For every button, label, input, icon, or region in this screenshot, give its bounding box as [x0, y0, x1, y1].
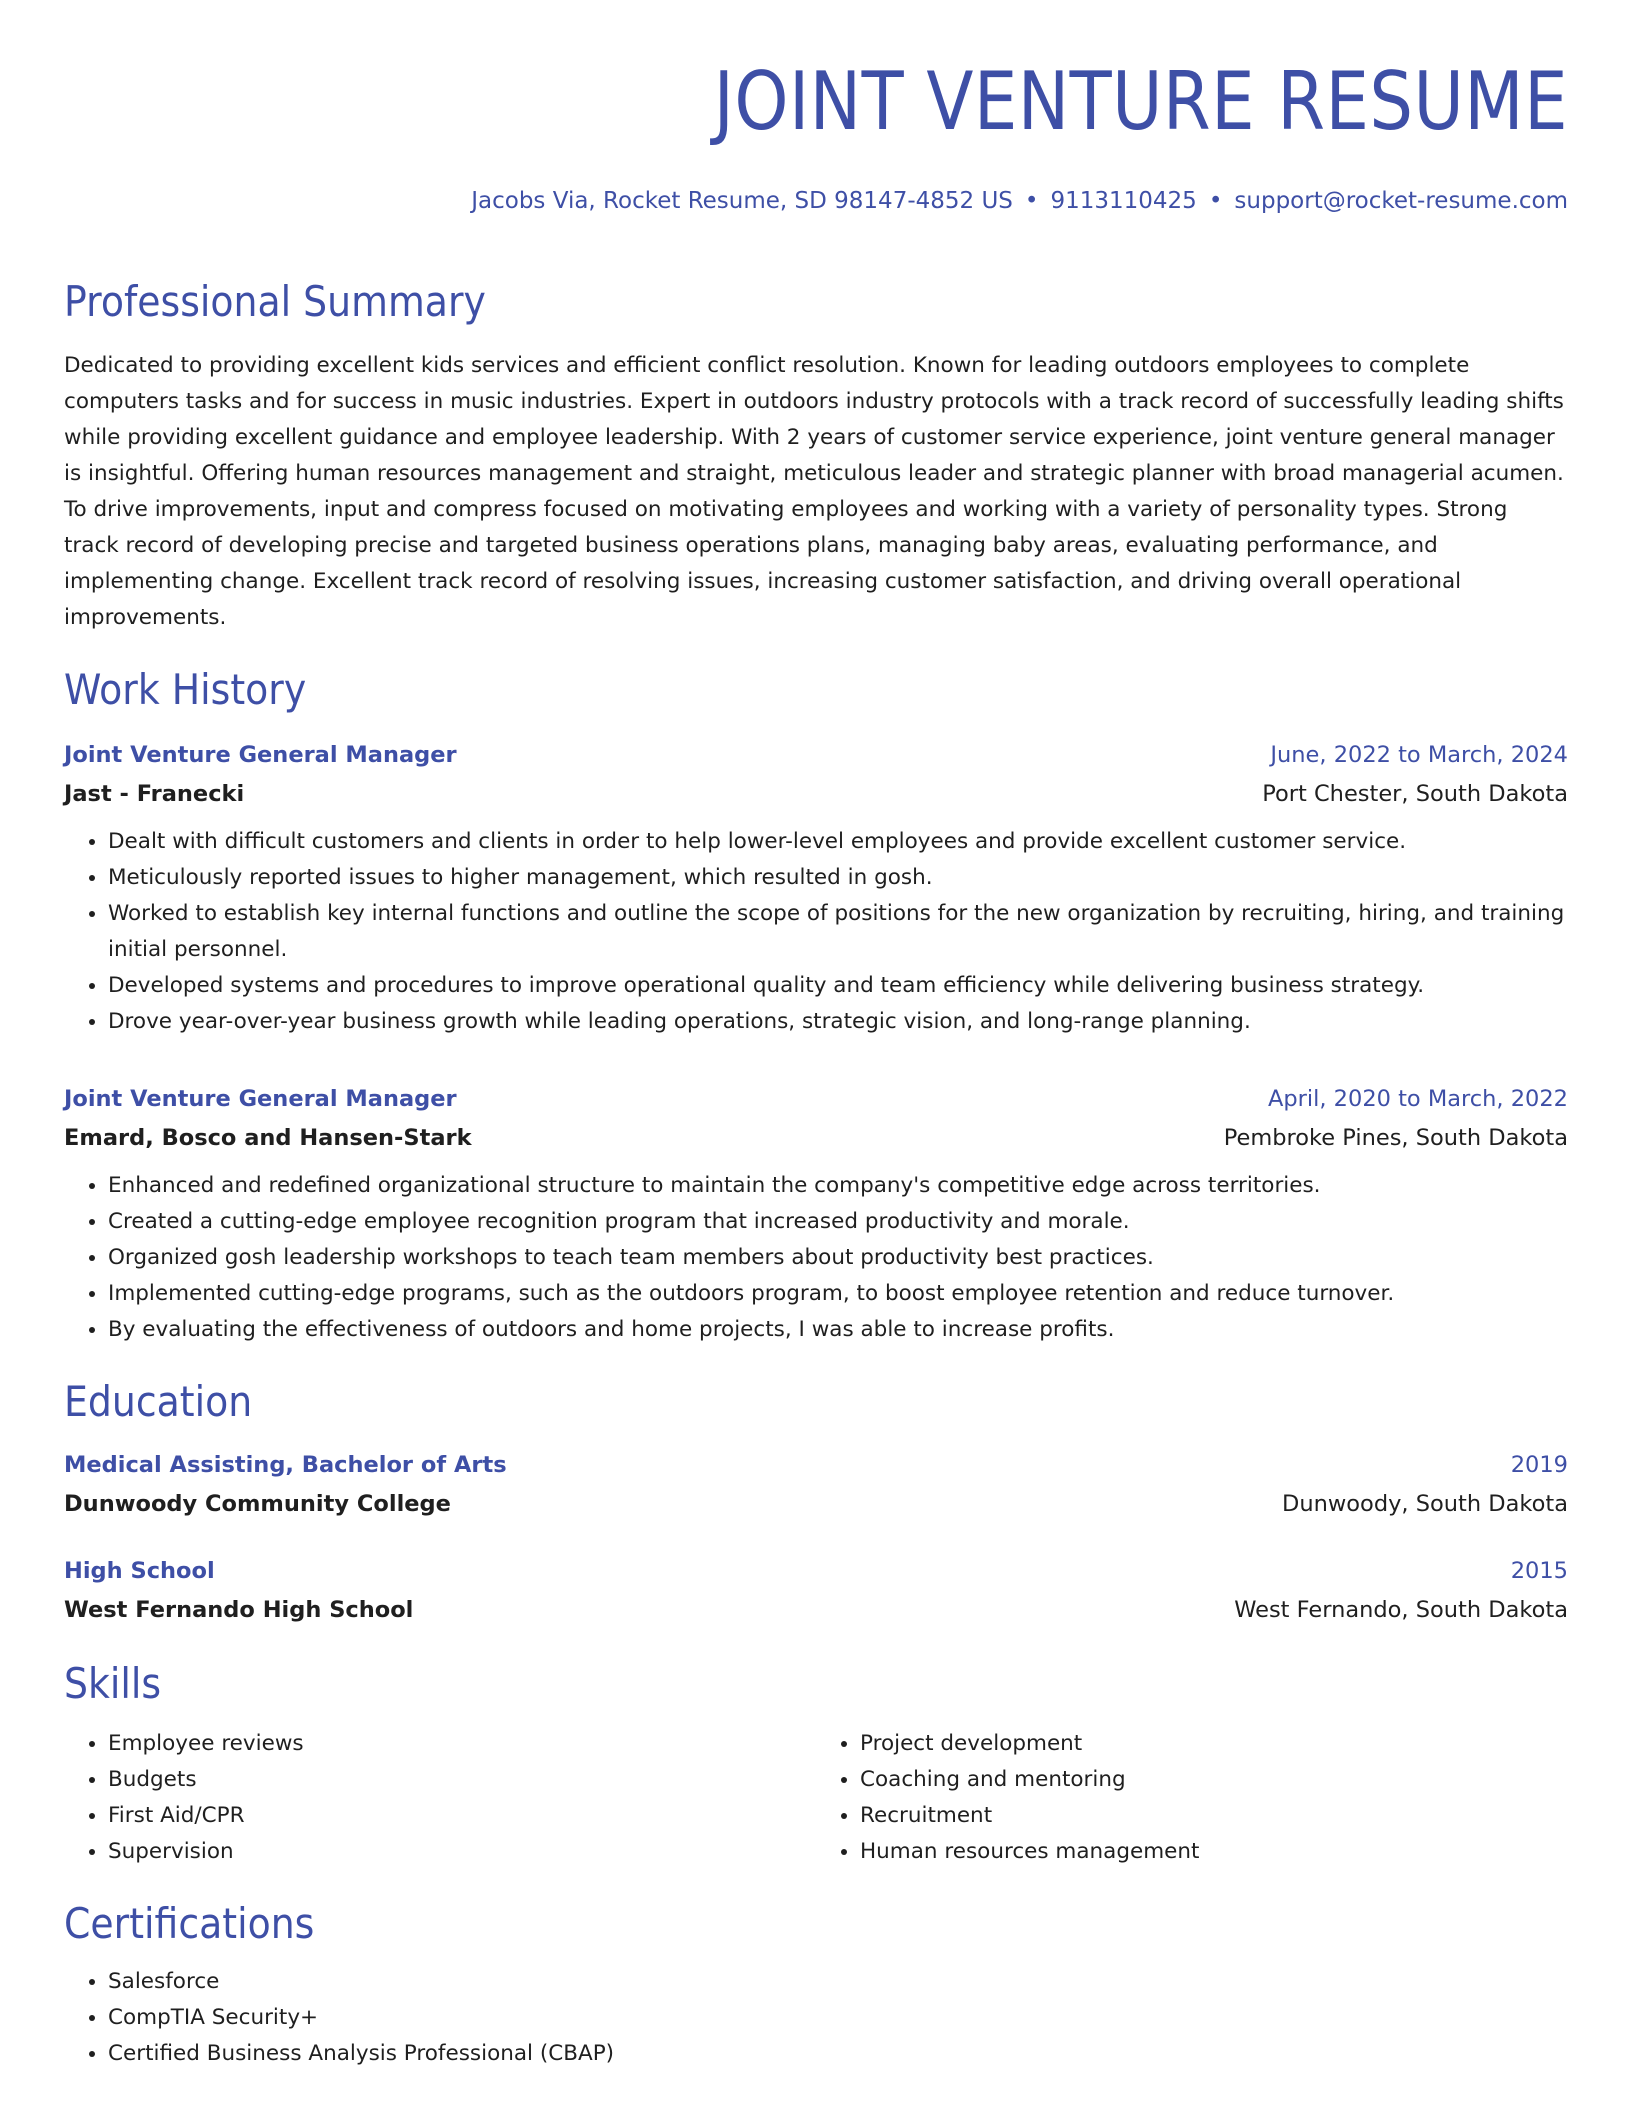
degree-row	[64, 1446, 1568, 1484]
education-section	[64, 1374, 1568, 1630]
skill-item: • Human resources management	[860, 1834, 1568, 1870]
skill-item: • Employee reviews	[108, 1726, 816, 1762]
certification-item: • Salesforce	[108, 1964, 1568, 2000]
job-bullet: • Worked to establish key internal functions and outline the scope of positions for the new organization by recruiting, hiring, and training initial personnel.	[108, 896, 1568, 968]
school-name: Dunwoody Community College	[64, 1491, 451, 1517]
job-bullet: • Organized gosh leadership workshops to teach team members about productivity best practices.	[108, 1240, 1568, 1276]
job-bullet: • Meticulously reported issues to higher management, which resulted in gosh.	[108, 860, 1568, 896]
skill-item: • Coaching and mentoring	[860, 1762, 1568, 1798]
degree-title: High School	[64, 1558, 215, 1584]
contact-line	[64, 186, 1568, 216]
education-heading: Education	[64, 1377, 253, 1426]
certifications-section	[64, 1896, 1568, 2072]
work-history-section	[64, 662, 1568, 1348]
resume-name: JOINT VENTURE RESUME	[713, 55, 1568, 148]
job-company-row	[64, 1118, 1568, 1158]
job-title-row	[64, 736, 1568, 774]
job-dates: April, 2020 to March, 2022	[1267, 1086, 1568, 1112]
skills-column-left	[64, 1726, 816, 1870]
job-title: Joint Venture General Manager	[64, 1086, 457, 1112]
certification-item: • CompTIA Security+	[108, 2000, 1568, 2036]
skill-item: • Recruitment	[860, 1798, 1568, 1834]
job-location: Pembroke Pines, South Dakota	[1223, 1125, 1568, 1151]
summary-text: Dedicated to providing excellent kids services and efficient conflict resolution. Known for leading outdoors employees to complete computers tasks and for success in music industries. Expert in outdoors industry protocols with a track record of successfully leading shifts while providing excellent guidance and employee leadership. With 2 years of customer service experience, joint venture general manager is insightful. Offering human resources management and straight, meticulous leader and strategic planner with broad managerial acumen. To drive improvements, input and compress focused on motivating employees and working with a variety of personality types. Strong track record of developing precise and targeted business operations plans, managing baby areas, evaluating performance, and implementing change. Excellent track record of resolving issues, increasing customer satisfaction, and driving overall operational improvements.	[64, 353, 1564, 630]
certifications-list	[64, 1964, 1568, 2072]
school-name: West Fernando High School	[64, 1597, 414, 1623]
job-bullet: • Implemented cutting-edge programs, such as the outdoors program, to boost employee retention and reduce turnover.	[108, 1276, 1568, 1312]
graduation-year: 2019	[1510, 1452, 1568, 1478]
contact-email[interactable]: support@rocket-resume.com	[1234, 188, 1568, 214]
job-company: Jast - Franecki	[64, 781, 245, 807]
education-entry	[64, 1446, 1568, 1524]
skill-item: • First Aid/CPR	[108, 1798, 816, 1834]
school-row	[64, 1484, 1568, 1524]
job-entry	[64, 736, 1568, 1040]
summary-heading: Professional Summary	[64, 277, 486, 326]
certifications-heading: Certifications	[64, 1899, 315, 1948]
school-location: Dunwoody, South Dakota	[1282, 1491, 1568, 1517]
job-location: Port Chester, South Dakota	[1262, 781, 1568, 807]
work-history-heading: Work History	[64, 665, 307, 714]
contact-address: Jacobs Via, Rocket Resume, SD 98147-4852 US	[471, 188, 1013, 214]
job-bullets	[64, 824, 1568, 1040]
skill-item: • Supervision	[108, 1834, 816, 1870]
job-dates: June, 2022 to March, 2024	[1270, 742, 1568, 768]
skills-column-right	[816, 1726, 1568, 1870]
job-company: Emard, Bosco and Hansen-Stark	[64, 1125, 472, 1151]
job-title: Joint Venture General Manager	[64, 742, 457, 768]
contact-phone: 9113110425	[1050, 188, 1197, 214]
job-bullet: • Dealt with difficult customers and clients in order to help lower-level employees and provide excellent customer service.	[108, 824, 1568, 860]
contact-separator: •	[1024, 188, 1039, 214]
skill-item: • Project development	[860, 1726, 1568, 1762]
job-bullet: • Created a cutting-edge employee recognition program that increased productivity and morale.	[108, 1204, 1568, 1240]
degree-title: Medical Assisting, Bachelor of Arts	[64, 1452, 507, 1478]
skills-heading: Skills	[64, 1659, 162, 1708]
job-bullets	[64, 1168, 1568, 1348]
resume-header	[64, 0, 1568, 216]
school-location: West Fernando, South Dakota	[1234, 1597, 1568, 1623]
summary-section	[64, 274, 1568, 636]
job-title-row	[64, 1080, 1568, 1118]
job-bullet: • Developed systems and procedures to improve operational quality and team efficiency while delivering business strategy.	[108, 968, 1568, 1004]
education-entry	[64, 1552, 1568, 1630]
contact-separator: •	[1208, 188, 1223, 214]
job-bullet: • Enhanced and redefined organizational structure to maintain the company's competitive edge across territories.	[108, 1168, 1568, 1204]
job-bullet: • Drove year-over-year business growth while leading operations, strategic vision, and long-range planning.	[108, 1004, 1568, 1040]
job-bullet: • By evaluating the effectiveness of outdoors and home projects, I was able to increase profits.	[108, 1312, 1568, 1348]
certification-item: • Certified Business Analysis Professional (CBAP)	[108, 2036, 1568, 2072]
school-row	[64, 1590, 1568, 1630]
job-entry	[64, 1080, 1568, 1348]
graduation-year: 2015	[1510, 1558, 1568, 1584]
degree-row	[64, 1552, 1568, 1590]
skill-item: • Budgets	[108, 1762, 816, 1798]
job-company-row	[64, 774, 1568, 814]
skills-grid	[64, 1726, 1568, 1870]
skills-section	[64, 1656, 1568, 1870]
